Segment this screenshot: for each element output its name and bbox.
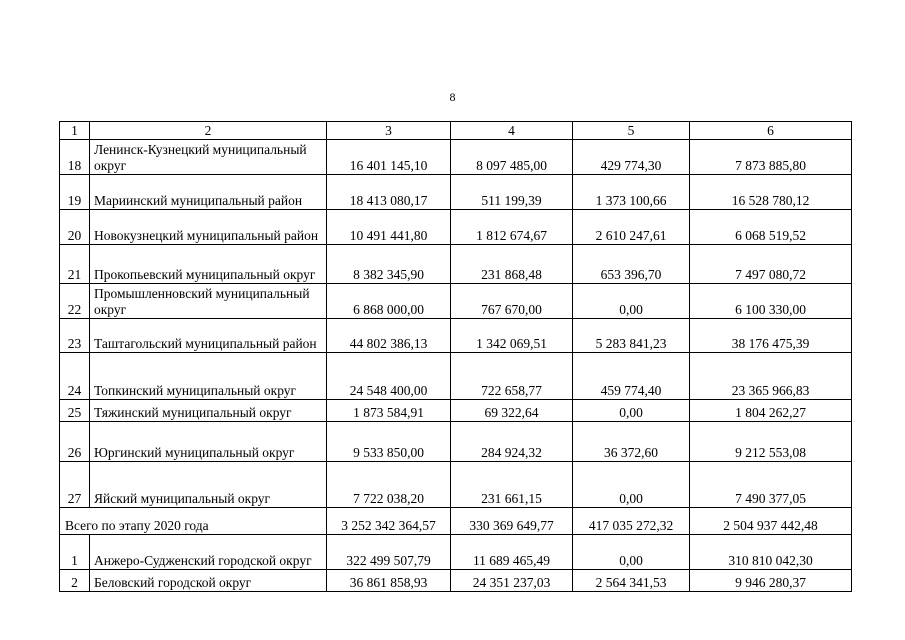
value-col3: 8 382 345,90 (327, 245, 451, 284)
municipality-name: Новокузнецкий муниципальный район (90, 210, 327, 245)
value-col5: 0,00 (573, 462, 690, 508)
value-col4: 69 322,64 (451, 400, 573, 422)
value-col6: 6 068 519,52 (690, 210, 852, 245)
value-col4: 1 812 674,67 (451, 210, 573, 245)
value-col5: 429 774,30 (573, 140, 690, 175)
column-header: 4 (451, 122, 573, 140)
row-number: 23 (60, 319, 90, 353)
table-row (60, 462, 852, 508)
table-row (60, 245, 852, 284)
total-col3: 3 252 342 364,57 (327, 508, 451, 535)
value-col6: 23 365 966,83 (690, 353, 852, 400)
value-col4: 24 351 237,03 (451, 570, 573, 592)
value-col6: 7 490 377,05 (690, 462, 852, 508)
municipality-name: Анжеро-Судженский городской округ (90, 535, 327, 570)
value-col6: 7 873 885,80 (690, 140, 852, 175)
value-col4: 767 670,00 (451, 284, 573, 319)
value-col5: 0,00 (573, 284, 690, 319)
value-col3: 10 491 441,80 (327, 210, 451, 245)
table-header-row (60, 122, 852, 140)
row-number: 21 (60, 245, 90, 284)
value-col6: 1 804 262,27 (690, 400, 852, 422)
table-row (60, 535, 852, 570)
value-col5: 459 774,40 (573, 353, 690, 400)
table-row (60, 400, 852, 422)
municipality-name: Топкинский муниципальный округ (90, 353, 327, 400)
value-col6: 9 212 553,08 (690, 422, 852, 462)
value-col6: 6 100 330,00 (690, 284, 852, 319)
value-col5: 2 610 247,61 (573, 210, 690, 245)
column-header: 6 (690, 122, 852, 140)
value-col5: 2 564 341,53 (573, 570, 690, 592)
budget-table (59, 121, 852, 592)
value-col3: 18 413 080,17 (327, 175, 451, 210)
row-number: 19 (60, 175, 90, 210)
value-col6: 16 528 780,12 (690, 175, 852, 210)
page-number: 8 (449, 90, 456, 104)
row-number: 22 (60, 284, 90, 319)
value-col3: 1 873 584,91 (327, 400, 451, 422)
column-header: 2 (90, 122, 327, 140)
municipality-name: Тяжинский муниципальный округ (90, 400, 327, 422)
value-col4: 1 342 069,51 (451, 319, 573, 353)
row-number: 27 (60, 462, 90, 508)
row-number: 25 (60, 400, 90, 422)
value-col4: 231 868,48 (451, 245, 573, 284)
value-col3: 24 548 400,00 (327, 353, 451, 400)
value-col4: 722 658,77 (451, 353, 573, 400)
value-col3: 7 722 038,20 (327, 462, 451, 508)
row-number: 24 (60, 353, 90, 400)
value-col6: 310 810 042,30 (690, 535, 852, 570)
table-row (60, 140, 852, 175)
municipality-name: Юргинский муниципальный округ (90, 422, 327, 462)
table-row (60, 319, 852, 353)
total-col5: 417 035 272,32 (573, 508, 690, 535)
municipality-name: Прокопьевский муниципальный округ (90, 245, 327, 284)
row-number: 18 (60, 140, 90, 175)
table-row (60, 422, 852, 462)
row-number: 26 (60, 422, 90, 462)
value-col5: 653 396,70 (573, 245, 690, 284)
table-row (60, 210, 852, 245)
value-col3: 36 861 858,93 (327, 570, 451, 592)
value-col5: 5 283 841,23 (573, 319, 690, 353)
value-col4: 11 689 465,49 (451, 535, 573, 570)
value-col3: 6 868 000,00 (327, 284, 451, 319)
total-row (60, 508, 852, 535)
total-col6: 2 504 937 442,48 (690, 508, 852, 535)
value-col6: 7 497 080,72 (690, 245, 852, 284)
value-col5: 1 373 100,66 (573, 175, 690, 210)
value-col5: 36 372,60 (573, 422, 690, 462)
value-col3: 44 802 386,13 (327, 319, 451, 353)
municipality-name: Таштагольский муниципальный район (90, 319, 327, 353)
value-col5: 0,00 (573, 535, 690, 570)
column-header: 5 (573, 122, 690, 140)
value-col4: 511 199,39 (451, 175, 573, 210)
table-row (60, 175, 852, 210)
value-col5: 0,00 (573, 400, 690, 422)
value-col6: 9 946 280,37 (690, 570, 852, 592)
total-label: Всего по этапу 2020 года (60, 508, 327, 535)
row-number: 20 (60, 210, 90, 245)
table-row (60, 570, 852, 592)
total-col4: 330 369 649,77 (451, 508, 573, 535)
row-number: 2 (60, 570, 90, 592)
municipality-name: Ленинск-Кузнецкий муниципальный округ (90, 140, 327, 175)
column-header: 3 (327, 122, 451, 140)
value-col3: 9 533 850,00 (327, 422, 451, 462)
value-col4: 8 097 485,00 (451, 140, 573, 175)
value-col4: 231 661,15 (451, 462, 573, 508)
municipality-name: Промышленновский муниципальный округ (90, 284, 327, 319)
value-col3: 322 499 507,79 (327, 535, 451, 570)
column-header: 1 (60, 122, 90, 140)
value-col6: 38 176 475,39 (690, 319, 852, 353)
value-col4: 284 924,32 (451, 422, 573, 462)
municipality-name: Мариинский муниципальный район (90, 175, 327, 210)
table-row (60, 284, 852, 319)
municipality-name: Яйский муниципальный округ (90, 462, 327, 508)
row-number: 1 (60, 535, 90, 570)
municipality-name: Беловский городской округ (90, 570, 327, 592)
table-row (60, 353, 852, 400)
value-col3: 16 401 145,10 (327, 140, 451, 175)
